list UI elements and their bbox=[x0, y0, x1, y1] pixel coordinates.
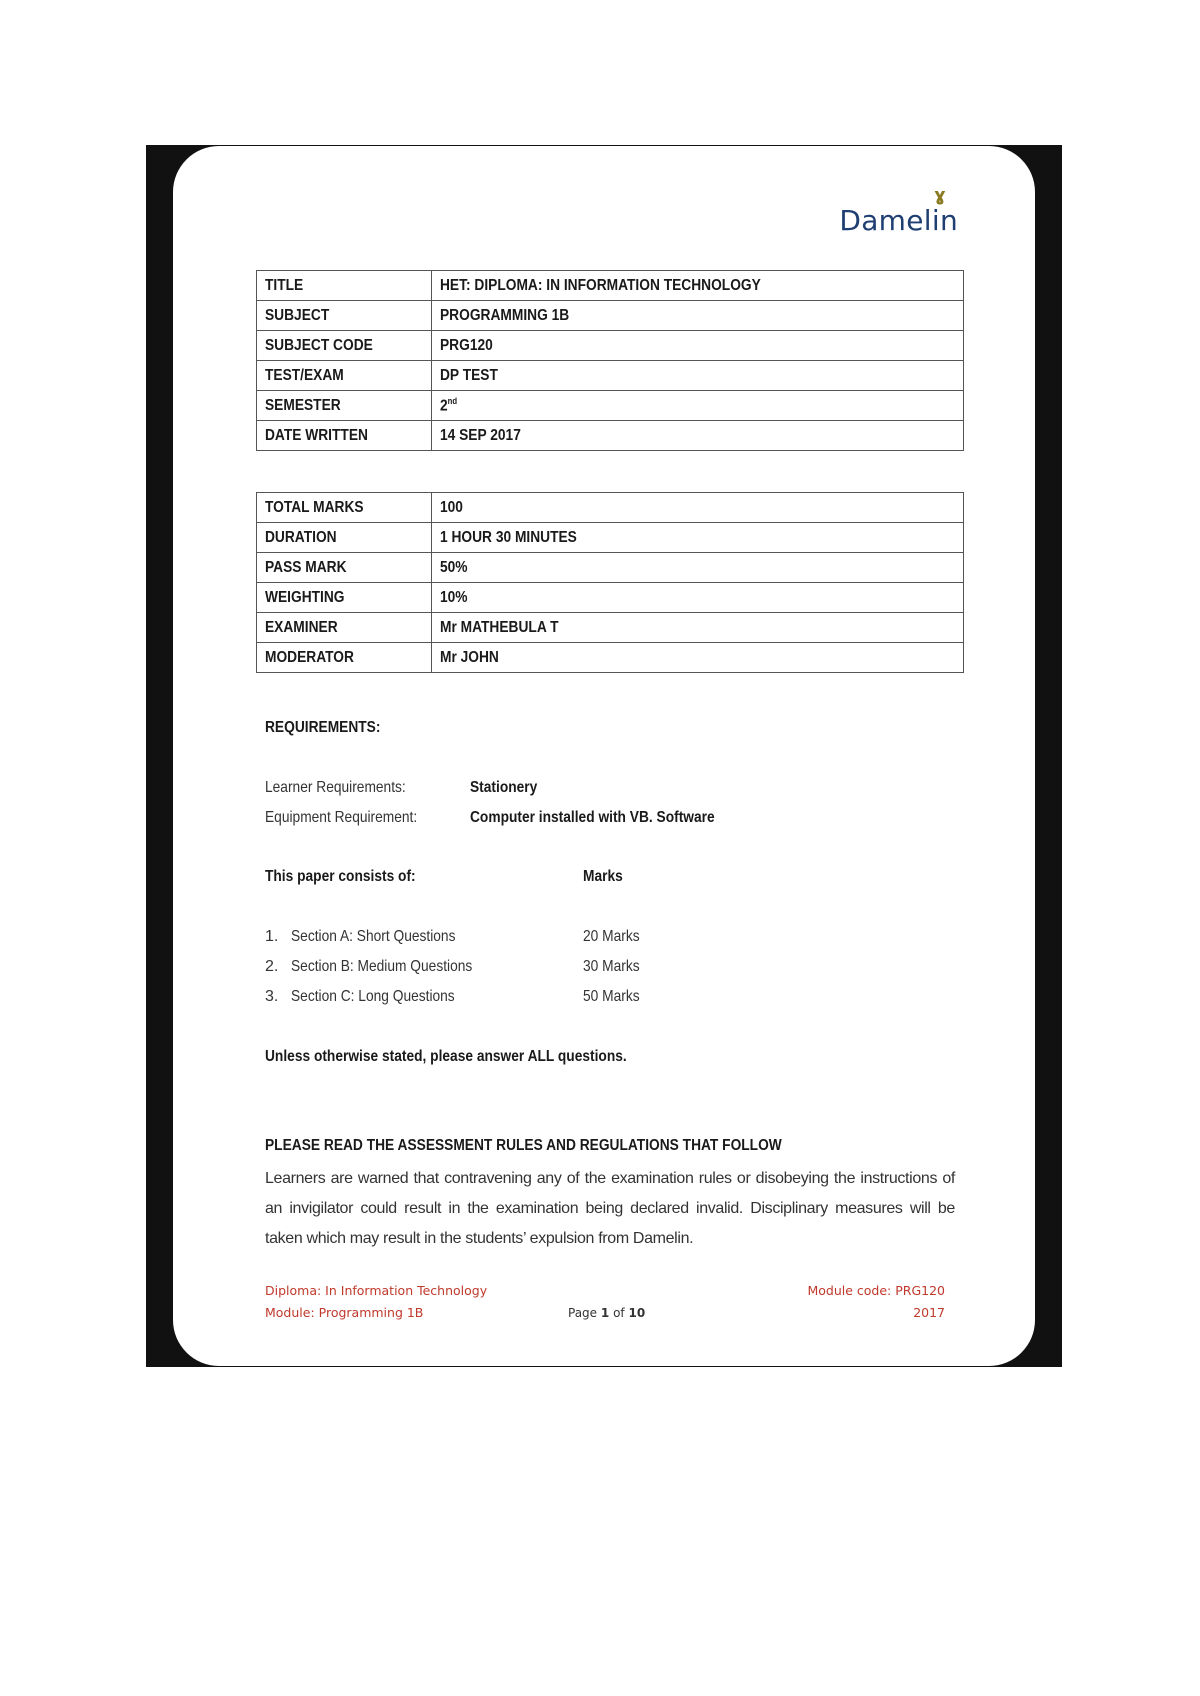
row-value: 100 bbox=[440, 498, 463, 516]
section-label: Section C: Long Questions bbox=[291, 988, 455, 1005]
section-number: 1. bbox=[265, 928, 279, 945]
footer-year: 2017 bbox=[913, 1305, 945, 1320]
answer-all-note: Unless otherwise stated, please answer ALL questions. bbox=[265, 1048, 627, 1065]
section-label: Section B: Medium Questions bbox=[291, 958, 473, 975]
table-row bbox=[257, 493, 964, 523]
row-key: TITLE bbox=[265, 276, 304, 294]
table-row bbox=[257, 523, 964, 553]
row-value: 10% bbox=[440, 588, 468, 606]
table-row bbox=[257, 331, 964, 361]
table-row bbox=[257, 613, 964, 643]
row-value bbox=[440, 396, 457, 415]
row-value: 50% bbox=[440, 558, 468, 576]
row-key: TEST/EXAM bbox=[265, 366, 344, 384]
damelin-logo bbox=[839, 185, 958, 237]
row-value: Mr JOHN bbox=[440, 648, 499, 666]
paper-consists-heading: This paper consists of: bbox=[265, 868, 416, 885]
table-row bbox=[257, 271, 964, 301]
learner-requirements-value: Stationery bbox=[470, 779, 538, 796]
row-key: WEIGHTING bbox=[265, 588, 345, 606]
row-value: Mr MATHEBULA T bbox=[440, 618, 559, 636]
logo-text: Damelin bbox=[839, 204, 958, 237]
learner-requirements-label: Learner Requirements: bbox=[265, 779, 406, 796]
row-key: MODERATOR bbox=[265, 648, 354, 666]
requirements-heading: REQUIREMENTS: bbox=[265, 719, 381, 736]
table-row bbox=[257, 301, 964, 331]
table-row bbox=[257, 391, 964, 421]
exam-info-table bbox=[256, 270, 964, 451]
row-key: PASS MARK bbox=[265, 558, 347, 576]
footer-diploma: Diploma: In Information Technology bbox=[265, 1283, 488, 1298]
logo-swirl-icon: ɣ bbox=[934, 185, 946, 206]
row-key: SUBJECT bbox=[265, 306, 330, 324]
section-number: 3. bbox=[265, 988, 279, 1005]
marks-info-table bbox=[256, 492, 964, 673]
row-key: TOTAL MARKS bbox=[265, 498, 364, 516]
equipment-requirement-value: Computer installed with VB. Software bbox=[470, 809, 715, 826]
table-row bbox=[257, 361, 964, 391]
table-row bbox=[257, 643, 964, 673]
table-row bbox=[257, 553, 964, 583]
exam-cover-page bbox=[173, 146, 1035, 1366]
row-value: PRG120 bbox=[440, 336, 493, 354]
semester-number: 2 bbox=[440, 397, 448, 415]
rules-heading: PLEASE READ THE ASSESSMENT RULES AND REGULATIONS THAT FOLLOW bbox=[265, 1137, 782, 1154]
row-key: DURATION bbox=[265, 528, 337, 546]
table-row bbox=[257, 583, 964, 613]
row-key: EXAMINER bbox=[265, 618, 338, 636]
row-value: 1 HOUR 30 MINUTES bbox=[440, 528, 577, 546]
footer-module-code: Module code: PRG120 bbox=[807, 1283, 945, 1298]
semester-suffix: nd bbox=[447, 395, 458, 406]
row-value: DP TEST bbox=[440, 366, 498, 384]
table-row bbox=[257, 421, 964, 451]
equipment-requirement-label: Equipment Requirement: bbox=[265, 809, 418, 826]
rules-paragraph: Learners are warned that contravening any of the examination rules or disobeying the instructions of an invigilator could result in the examination being declared invalid. Disciplinary measures will be taken which may result in the students’ expulsion from Damelin. bbox=[265, 1170, 955, 1247]
row-key: DATE WRITTEN bbox=[265, 426, 368, 444]
footer-module: Module: Programming 1B bbox=[265, 1305, 424, 1320]
row-value: PROGRAMMING 1B bbox=[440, 306, 570, 324]
section-number: 2. bbox=[265, 958, 279, 975]
section-label: Section A: Short Questions bbox=[291, 928, 456, 945]
row-key: SUBJECT CODE bbox=[265, 336, 373, 354]
row-value: 14 SEP 2017 bbox=[440, 426, 521, 444]
page-number: Page 1 of 10 bbox=[568, 1306, 646, 1320]
row-value: HET: DIPLOMA: IN INFORMATION TECHNOLOGY bbox=[440, 276, 761, 294]
marks-heading: Marks bbox=[583, 868, 623, 885]
section-marks: 20 Marks bbox=[583, 928, 640, 945]
section-marks: 30 Marks bbox=[583, 958, 640, 975]
row-key: SEMESTER bbox=[265, 396, 341, 414]
section-marks: 50 Marks bbox=[583, 988, 640, 1005]
